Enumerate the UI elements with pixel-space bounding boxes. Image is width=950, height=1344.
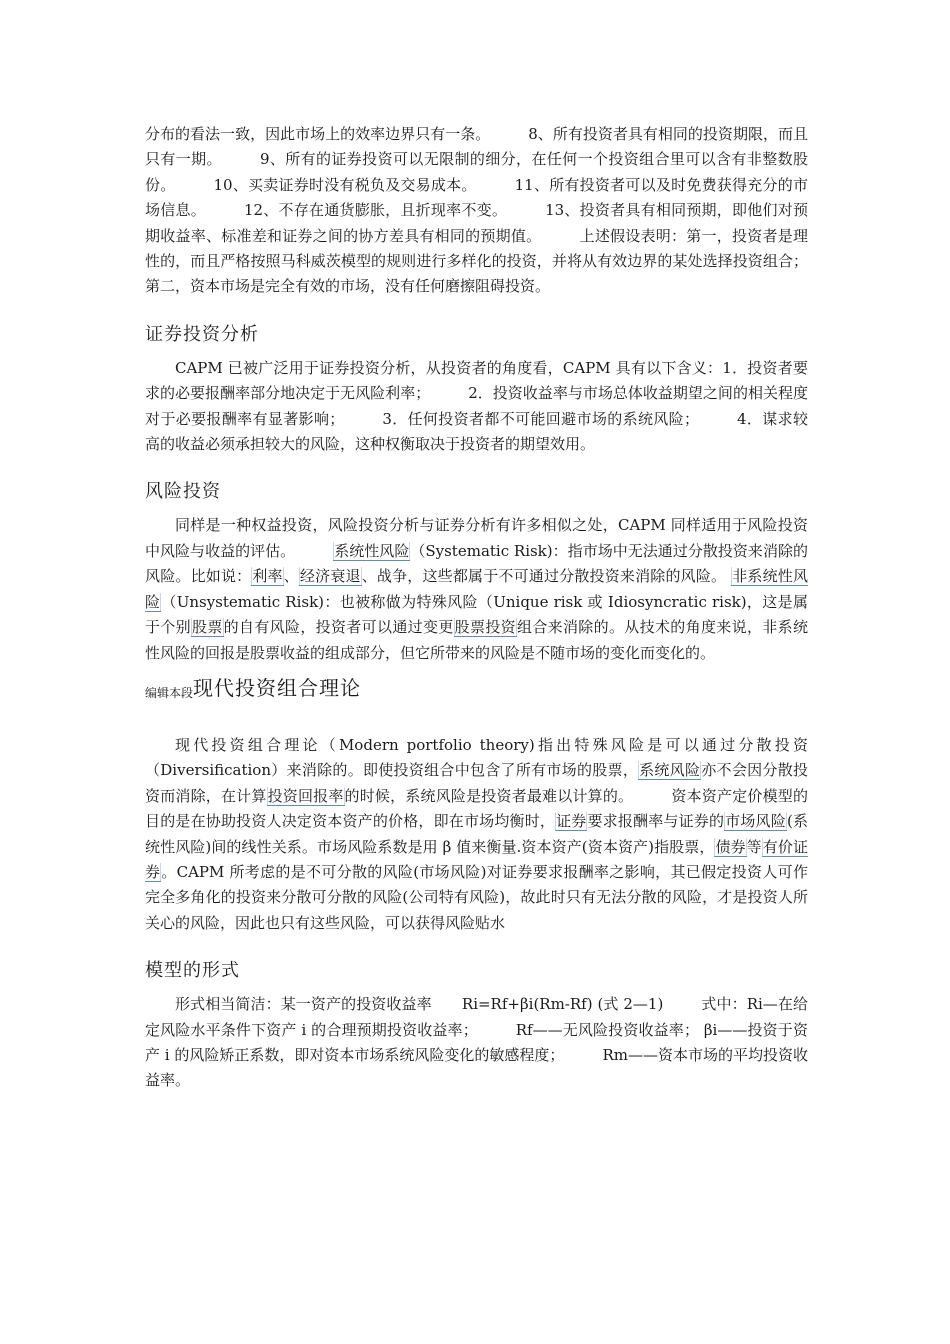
link-stock-investment[interactable]: 股票投资 bbox=[454, 618, 516, 637]
securities-text-2: 2．投资收益率与市场总体收益期望之间的相关程度对于必要报酬率有显著影响； bbox=[145, 384, 808, 428]
mpt-text-7: 等 bbox=[746, 837, 762, 856]
model-form-text-3: Rf——无风险投资收益率； bbox=[515, 1020, 699, 1039]
venture-text-1: 同样是一种权益投资，风险投资分析与证券分析有许多相似之处，CAPM 同样适用于风险投资中风险与收益的评估。 bbox=[145, 516, 808, 560]
venture-text-7: 组合来消除的。从技术的角度来说，非系统性风险的回报是股票收益的组成部分，但它所带来的风险是不随市场的变化而变化的。 bbox=[145, 618, 808, 662]
securities-text-3: 3．任何投资者都不可能回避市场的系统风险； bbox=[382, 409, 700, 428]
assumptions-paragraph bbox=[145, 122, 808, 300]
link-unsystematic-risk[interactable]: 非系统性风险 bbox=[145, 567, 808, 611]
section-heading-venture: 风险投资 bbox=[145, 481, 221, 503]
assumption-10: 10、买卖证券时没有税负及交易成本。 bbox=[213, 175, 477, 194]
link-marketable-securities[interactable]: 有价证券 bbox=[145, 837, 808, 881]
link-securities[interactable]: 证券 bbox=[556, 812, 587, 831]
mpt-text-6: (系统性风险)间的线性关系。市场风险系数是用 β 值来衡量.资本资产(资本资产)指股票， bbox=[145, 812, 808, 856]
model-form-paragraph bbox=[145, 992, 808, 1094]
mpt-title: 现代投资组合理论 bbox=[193, 675, 362, 700]
mpt-text-3: 的时候，系统风险是投资者最难以计算的。 bbox=[344, 786, 634, 805]
mpt-paragraph bbox=[145, 733, 808, 936]
link-return-rate[interactable]: 投资回报率 bbox=[267, 786, 344, 805]
model-form-text-1: 形式相当简洁：某一资产的投资收益率 Ri=Rf+βi(Rm-Rf) (式 2—1) bbox=[175, 995, 664, 1014]
link-recession[interactable]: 经济衰退 bbox=[299, 567, 361, 586]
securities-text-4: 4．谋求较高的收益必须承担较大的风险，这种权衡取决于投资者的期望效用。 bbox=[145, 409, 809, 454]
assumption-9: 9、所有的证券投资可以无限制的细分，在任何一个投资组合里可以含有非整数股份。 bbox=[145, 150, 808, 194]
assumption-11: 11、所有投资者可以及时免费获得充分的市场信息。 bbox=[145, 175, 808, 220]
document-page bbox=[145, 122, 808, 1094]
venture-paragraph bbox=[145, 513, 808, 665]
securities-text-1: CAPM 已被广泛用于证券投资分析，从投资者的角度看，CAPM 具有以下含义：1．投资者要求的必要报酬率部分地决定于无风险利率； bbox=[145, 358, 808, 403]
link-system-risk[interactable]: 系统风险 bbox=[639, 761, 701, 780]
venture-text-4: 、战争，这些都属于不可通过分散投资来消除的风险。 bbox=[361, 567, 727, 586]
model-form-text-5: Rm——资本市场的平均投资收益率。 bbox=[145, 1045, 808, 1090]
mpt-text-5: 要求报酬率与证券的 bbox=[587, 812, 725, 831]
link-systematic-risk[interactable]: 系统性风险 bbox=[334, 541, 410, 560]
section-heading-mpt bbox=[145, 672, 808, 701]
model-form-text-2: 式中：Ri—在给定风险水平条件下资产 i 的合理预期投资收益率； bbox=[145, 995, 809, 1039]
securities-paragraph bbox=[145, 356, 808, 458]
link-interest-rate[interactable]: 利率 bbox=[252, 567, 283, 586]
venture-text-3: 、 bbox=[283, 567, 299, 586]
assumptions-summary: 上述假设表明：第一，投资者是理性的，而且严格按照马科威茨模型的规则进行多样化的投资，并将从有效边界的某处选择投资组合；第二，资本市场是完全有效的市场，没有任何磨擦阻碍投资。 bbox=[145, 226, 808, 296]
assumption-7-tail: 分布的看法一致，因此市场上的效率边界只有一条。 bbox=[145, 125, 491, 143]
assumption-13: 13、投资者具有相同预期，即他们对预期收益率、标准差和证券之间的协方差具有相同的预期值。 bbox=[145, 201, 808, 245]
mpt-text-2: 亦不会因分散投资而消除，在计算 bbox=[145, 761, 808, 805]
mpt-text-8: 。CAPM 所考虑的是不可分散的风险(市场风险)对证券要求报酬率之影响，其已假定投资人可作完全多角化的投资来分散可分散的风险(公司特有风险)，故此时只有无法分散的风险，才是投资人所关心的风险，因此也只有这些风险，可以获得风险贴水 bbox=[145, 862, 808, 932]
venture-text-2: （Systematic Risk)：指市场中无法通过分散投资来消除的风险。比如说： bbox=[145, 541, 808, 586]
venture-text-6: 的自有风险，投资者可以通过变更 bbox=[223, 618, 454, 637]
section-heading-securities: 证券投资分析 bbox=[145, 323, 259, 345]
assumption-8: 8、所有投资者具有相同的投资期限，而且只有一期。 bbox=[145, 125, 808, 169]
model-form-text-4: βi——投资于资产 i 的风险矫正系数，即对资本市场系统风险变化的敏感程度； bbox=[145, 1020, 808, 1064]
edit-section-label[interactable]: 编辑本段 bbox=[145, 685, 194, 700]
link-market-risk[interactable]: 市场风险 bbox=[725, 812, 786, 831]
link-stock[interactable]: 股票 bbox=[192, 618, 223, 637]
venture-text-5: （Unsystematic Risk)：也被称做为特殊风险（Unique risk 或 Idiosyncratic risk)，这是属于个别 bbox=[145, 592, 808, 637]
mpt-text-1: 现代投资组合理论（Modern portfolio theory)指出特殊风险是可以通过分散投资（Diversification）来消除的。即使投资组合中包含了所有市场的股票， bbox=[145, 735, 808, 780]
link-bonds[interactable]: 债券 bbox=[715, 837, 746, 856]
section-heading-model-form: 模型的形式 bbox=[145, 960, 240, 982]
assumption-12: 12、不存在通货膨胀，且折现率不变。 bbox=[243, 201, 508, 220]
mpt-text-4: 资本资产定价模型的目的是在协助投资人决定资本资产的价格，即在市场均衡时， bbox=[145, 786, 808, 831]
